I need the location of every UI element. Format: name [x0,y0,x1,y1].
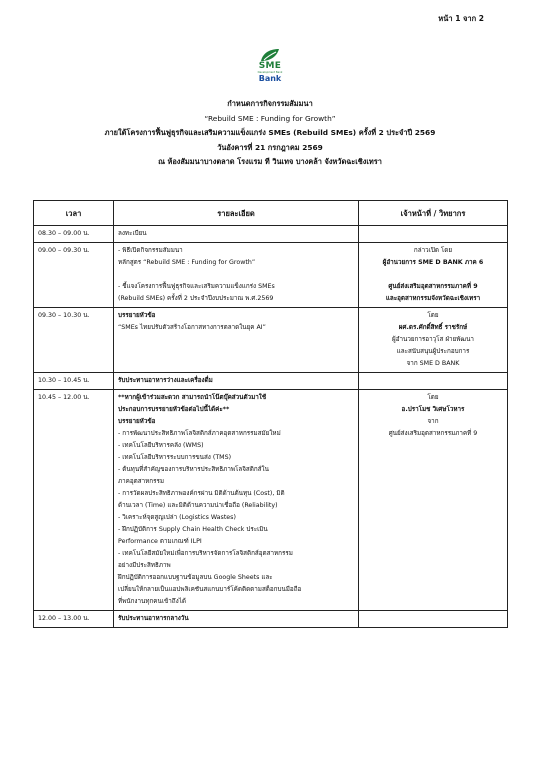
table-row [34,611,508,628]
staff-line: ศูนย์ส่งเสริมอุตสาหกรรมภาคที่ 9 [388,430,478,437]
detail-line: - พิธีเปิดกิจกรรมสัมมนา [118,247,183,254]
detail-line: - วิเคราะห์จุดสูญเปล่า (Logistics Wastes) [118,514,236,521]
detail-line: เปลี่ยนให้กลายเป็นแอปพลิเคชันสแกนบาร์โค้ดติดตามสต็อกบนมือถือ [118,586,302,593]
detail-line: - เทคโนโลยีบริหารคลัง (WMS) [118,442,204,449]
staff-line: อ.ปราโมช วิเศษโวหาร [401,406,465,413]
header-time: เวลา [34,201,114,226]
staff-line: โดย [427,394,439,401]
detail-line: ที่พนักงานทุกคนเข้าถึงได้ [118,598,186,605]
detail-line: Performance ตามเกณฑ์ ILPI [118,538,202,545]
detail-line: บรรยายหัวข้อ [118,418,156,425]
header-title: กำหนดการกิจกรรมสัมมนา [227,99,313,108]
detail-line: - การพัฒนาประสิทธิภาพโลจิสติกส์ภาคอุตสาหกรรมสมัยใหม่ [118,430,281,437]
time-cell: 10.30 – 10.45 น. [34,373,114,390]
detail-line: หลักสูตร “Rebuild SME : Funding for Growth” [118,259,256,266]
sme-d-bank-logo [253,48,287,92]
time-cell: 09.00 – 09.30 น. [34,243,114,308]
detail-line: - เทคโนโลยีสมัยใหม่เพื่อการบริหารจัดการโลจิสติกส์อุตสาหกรรม [118,550,293,557]
staff-line: กล่าวเปิด โดย [413,247,453,254]
staff-line: ผศ.ดร.ศักดิ์สิทธิ์ ราชรักษ์ [398,324,468,331]
detail-cell [114,308,359,373]
page-number: หน้า 1 จาก 2 [438,14,484,23]
header-project: ภายใต้โครงการฟื้นฟูธุรกิจและเสริมความแข็งแกร่ง SMEs (Rebuild SMEs) ครั้งที่ 2 ประจำปี 2569 [104,128,436,137]
staff-line: ผู้อำนวยการ SME D BANK ภาค 6 [382,259,484,266]
logo-sme-text: SME [258,61,282,71]
staff-line: และสนับสนุนผู้ประกอบการ [396,348,470,355]
detail-line: **หากผู้เข้าร่วมสะดวก สามารถนำโน๊ตบุ๊คส่วนตัวมาใช้ [118,394,267,401]
staff-line: และอุตสาหกรรมจังหวัดฉะเชิงเทรา [385,295,481,302]
detail-line: ประกอบการบรรยายหัวข้อต่อไปนี้ได้ค่ะ** [118,406,230,413]
table-row [34,308,508,373]
time-cell: 10.45 – 12.00 น. [34,390,114,611]
staff-cell [359,308,508,373]
header-course: “Rebuild SME : Funding for Growth” [204,113,336,123]
table-row [34,243,508,308]
detail-cell [114,243,359,308]
detail-line: - ชี้แจงโครงการฟื้นฟูธุรกิจและเสริมความแข็งแกร่ง SMEs [118,283,275,290]
table-row [34,390,508,611]
detail-line: - การวัดผลประสิทธิภาพองค์กรผ่าน มิติด้านต้นทุน (Cost), มิติ [118,490,285,497]
header-venue: ณ ห้องสัมมนาบางตลาด โรงแรม ที วินเทจ บางคล้า จังหวัดฉะเชิงเทรา [158,157,382,166]
detail-line: อย่างมีประสิทธิภาพ [118,562,171,569]
staff-cell [359,226,508,243]
detail-cell: รับประทานอาหารกลางวัน [114,611,359,628]
table-row [34,373,508,390]
detail-cell: ลงทะเบียน [114,226,359,243]
table-header-row [34,201,508,226]
leaf-logo-icon [259,48,281,62]
detail-line: ภาคอุตสาหกรรม [118,478,165,485]
header-detail: รายละเอียด [114,201,359,226]
schedule-table [33,200,508,628]
detail-line: ด้านเวลา (Time) และมิติด้านความน่าเชื่อถือ (Reliability) [118,502,278,509]
logo-bank-text: Bank [258,74,282,83]
staff-cell [359,611,508,628]
staff-cell [359,390,508,611]
document-header [0,97,540,170]
detail-cell: รับประทานอาหารว่างและเครื่องดื่ม [114,373,359,390]
staff-line: โดย [427,312,439,319]
detail-line: - เทคโนโลยีบริหารระบบการขนส่ง (TMS) [118,454,232,461]
staff-cell [359,243,508,308]
detail-line: - ต้นทุนที่สำคัญของการบริหารประสิทธิภาพโลจิสติกส์ใน [118,466,269,473]
detail-cell [114,390,359,611]
detail-line: - ฝึกปฏิบัติการ Supply Chain Health Check ประเมิน [118,526,268,533]
detail-line: บรรยายหัวข้อ [118,312,156,319]
staff-line: จาก [427,418,439,425]
header-date: วันอังคารที่ 21 กรกฎาคม 2569 [217,142,323,152]
time-cell: 08.30 – 09.00 น. [34,226,114,243]
header-staff: เจ้าหน้าที่ / วิทยากร [359,201,508,226]
staff-line: ผู้อำนวยการอาวุโส ฝ่ายพัฒนา [392,336,474,343]
staff-cell [359,373,508,390]
staff-line: จาก SME D BANK [406,360,460,367]
detail-line: (Rebuild SMEs) ครั้งที่ 2 ประจำปีงบประมาณ พ.ศ.2569 [118,295,274,302]
detail-line: “SMEs ไทยปรับตัวสร้างโอกาสทางการตลาดในยุค AI” [118,324,266,331]
table-row [34,226,508,243]
time-cell: 09.30 – 10.30 น. [34,308,114,373]
time-cell: 12.00 – 13.00 น. [34,611,114,628]
logo-sub-text: Development Bank [257,71,283,74]
detail-line: ฝึกปฏิบัติการออกแบบฐานข้อมูลบน Google Sheets และ [118,574,273,581]
staff-line: ศูนย์ส่งเสริมอุตสาหกรรมภาคที่ 9 [388,283,478,290]
